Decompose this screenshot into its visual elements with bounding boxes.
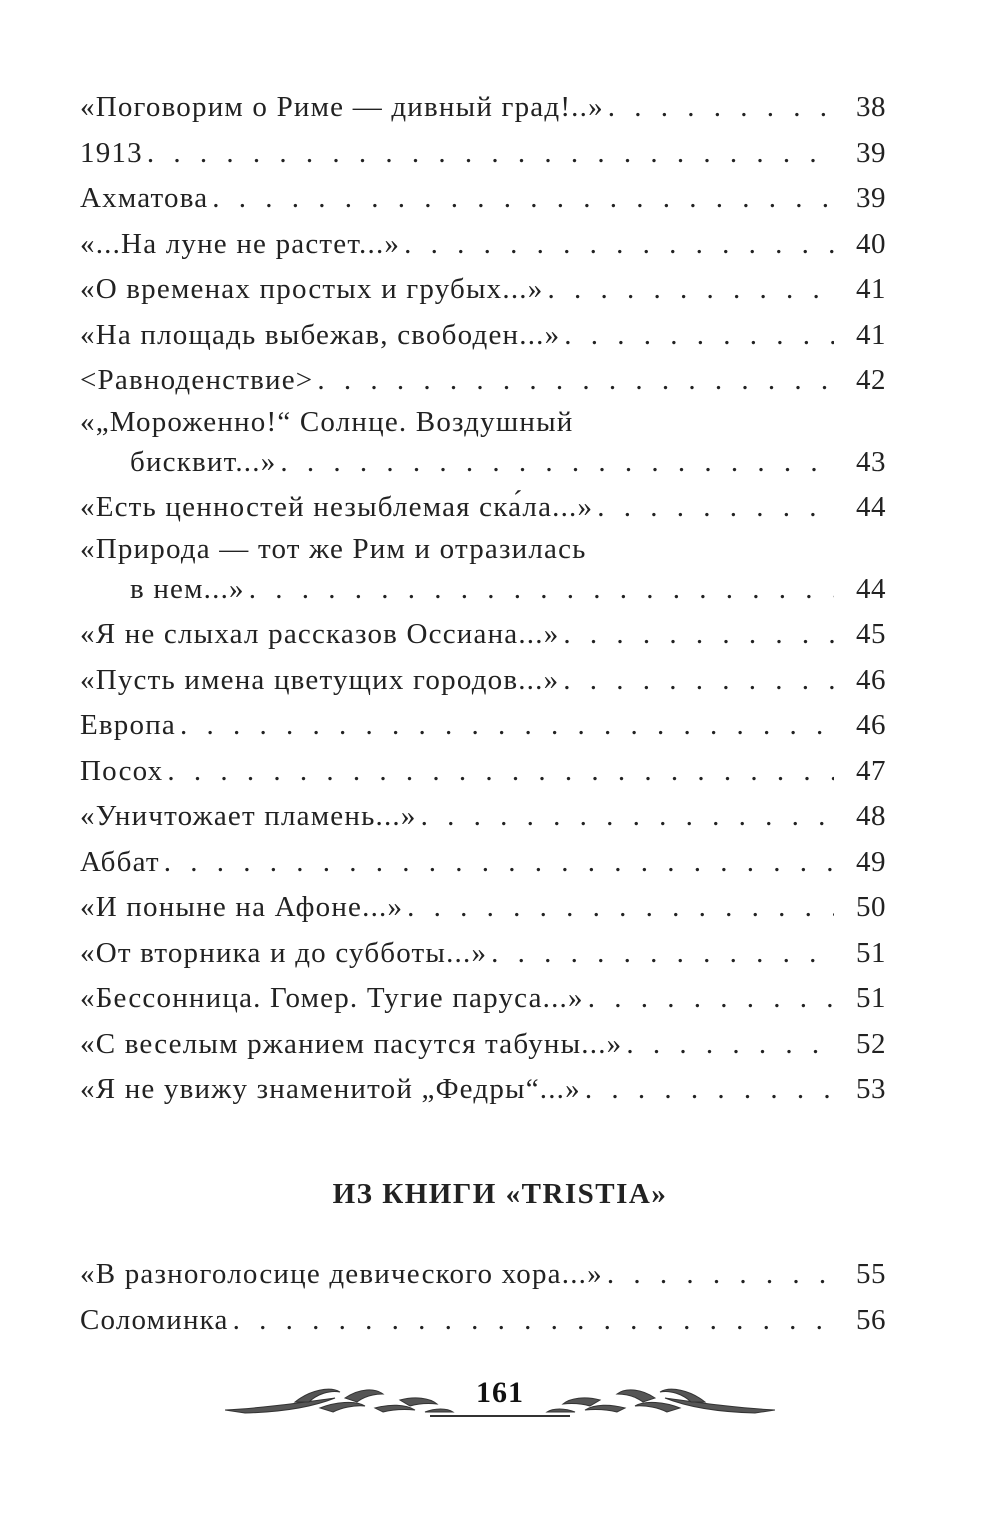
dot-leader xyxy=(280,440,834,486)
toc-entry xyxy=(80,267,886,313)
toc-entry-title: «В разноголосице девического хора...» xyxy=(80,1258,603,1290)
dot-leader xyxy=(588,976,834,1022)
toc-entry-continuation xyxy=(80,440,886,486)
toc-entry xyxy=(80,1067,886,1113)
toc-entry xyxy=(80,485,886,531)
toc-entry xyxy=(80,176,886,222)
dot-leader xyxy=(249,567,834,613)
toc-entry-title: Европа xyxy=(80,709,176,741)
toc-entry-page: 51 xyxy=(856,936,886,969)
toc-entry xyxy=(80,840,886,886)
toc-entry xyxy=(80,1252,886,1298)
toc-list-tristia xyxy=(80,1252,886,1343)
toc-entry xyxy=(80,222,886,268)
dot-leader xyxy=(491,931,834,977)
toc-entry-title: «На площадь выбежав, свободен...» xyxy=(80,318,561,351)
toc-entry xyxy=(80,885,886,931)
toc-entry-title-cont: бисквит...» xyxy=(130,445,277,478)
toc-entry xyxy=(80,313,886,359)
dot-leader xyxy=(404,222,834,268)
toc-entry xyxy=(80,658,886,704)
toc-entry-page: 41 xyxy=(856,273,886,305)
toc-entry xyxy=(80,612,886,658)
toc-entry-title: «Поговорим о Риме — дивный град!..» xyxy=(80,91,604,123)
toc-entry xyxy=(80,931,886,977)
toc-entry-page: 41 xyxy=(856,318,886,351)
toc-entry-title: «...На луне не растет...» xyxy=(80,227,401,260)
dot-leader xyxy=(233,1298,834,1344)
toc-entry-page: 39 xyxy=(856,182,886,214)
toc-entry-title: «„Мороженно!“ Солнце. Воздушный xyxy=(80,405,574,438)
dot-leader xyxy=(563,612,834,658)
toc-list xyxy=(80,85,886,1113)
toc-entry xyxy=(80,1298,886,1344)
dot-leader xyxy=(626,1022,834,1068)
toc-entry xyxy=(80,85,886,131)
section-heading: ИЗ КНИГИ «TRISTIA» xyxy=(332,1178,668,1210)
toc-entry xyxy=(80,976,886,1022)
toc-entry-title: «С веселым ржанием пасутся табуны...» xyxy=(80,1027,623,1060)
toc-entry-title: «Я не слыхал рассказов Оссиана...» xyxy=(80,618,560,650)
toc-entry-page: 53 xyxy=(856,1073,886,1105)
toc-entry-title: Аббат xyxy=(80,845,160,878)
dot-leader xyxy=(164,840,834,886)
toc-entry-title: <Равноденствие> xyxy=(80,364,314,396)
dot-leader xyxy=(547,267,834,313)
toc-entry xyxy=(80,1022,886,1068)
dot-leader xyxy=(564,313,834,359)
dot-leader xyxy=(212,176,834,222)
toc-entry-title: Посох xyxy=(80,754,164,787)
dot-leader xyxy=(407,885,834,931)
toc-entry-page: 46 xyxy=(856,709,886,741)
toc-entry xyxy=(80,794,886,840)
toc-entry-page: 48 xyxy=(856,800,886,832)
toc-entry-page: 40 xyxy=(856,227,886,260)
toc-entry-title: Ахматова xyxy=(80,182,209,214)
toc-entry-page: 49 xyxy=(856,845,886,878)
toc-entry-page: 45 xyxy=(856,618,886,650)
dot-leader xyxy=(585,1067,834,1113)
toc-entry xyxy=(80,358,886,404)
toc-entry-title: «И поныне на Афоне...» xyxy=(80,891,404,923)
dot-leader xyxy=(563,658,834,704)
toc-entry-page: 47 xyxy=(856,754,886,787)
toc-entry-title: «Уничтожает пламень...» xyxy=(80,800,417,832)
dot-leader xyxy=(421,794,834,840)
dot-leader xyxy=(607,1252,834,1298)
dot-leader xyxy=(608,85,834,131)
toc-entry-title: «Есть ценностей незыблемая ска́ла...» xyxy=(80,491,594,523)
toc-entry-page: 55 xyxy=(856,1258,886,1290)
toc-entry xyxy=(80,131,886,177)
toc-entry-page: 52 xyxy=(856,1027,886,1060)
toc-entry-page: 44 xyxy=(856,572,886,605)
toc-entry-title: «Я не увижу знаменитой „Федры“...» xyxy=(80,1073,581,1105)
toc-entry-title: «От вторника и до субботы...» xyxy=(80,936,488,969)
dot-leader xyxy=(317,358,834,404)
toc-entry-page: 56 xyxy=(856,1303,886,1336)
page-number: 161 xyxy=(476,1376,524,1409)
toc-entry-page: 42 xyxy=(856,364,886,396)
toc-entry-title: Соломинка xyxy=(80,1303,229,1336)
toc-entry-page: 43 xyxy=(856,445,886,478)
toc-entry-title: «Бессонница. Гомер. Тугие паруса...» xyxy=(80,982,584,1014)
toc-entry-title-cont: в нем...» xyxy=(130,572,245,605)
dot-leader xyxy=(597,485,834,531)
toc-entry xyxy=(80,404,886,486)
dot-leader xyxy=(180,703,834,749)
toc-entry xyxy=(80,749,886,795)
dot-leader xyxy=(167,749,834,795)
toc-entry-page: 50 xyxy=(856,891,886,923)
toc-entry-page: 51 xyxy=(856,982,886,1014)
toc-entry-title: «Пусть имена цветущих городов...» xyxy=(80,663,560,696)
toc-entry-continuation xyxy=(80,567,886,613)
toc-entry-page: 39 xyxy=(856,136,886,169)
toc-entry xyxy=(80,531,886,613)
toc-entry xyxy=(80,703,886,749)
toc-entry-title: 1913 xyxy=(80,136,143,169)
toc-entry-page: 38 xyxy=(856,91,886,123)
toc-entry-title: «О временах простых и грубых...» xyxy=(80,273,544,305)
page-footer xyxy=(225,1372,775,1432)
toc-entry-page: 44 xyxy=(856,491,886,523)
dot-leader xyxy=(147,131,834,177)
toc-entry-page: 46 xyxy=(856,663,886,696)
toc-entry-title: «Природа — тот же Рим и отразилась xyxy=(80,532,587,565)
